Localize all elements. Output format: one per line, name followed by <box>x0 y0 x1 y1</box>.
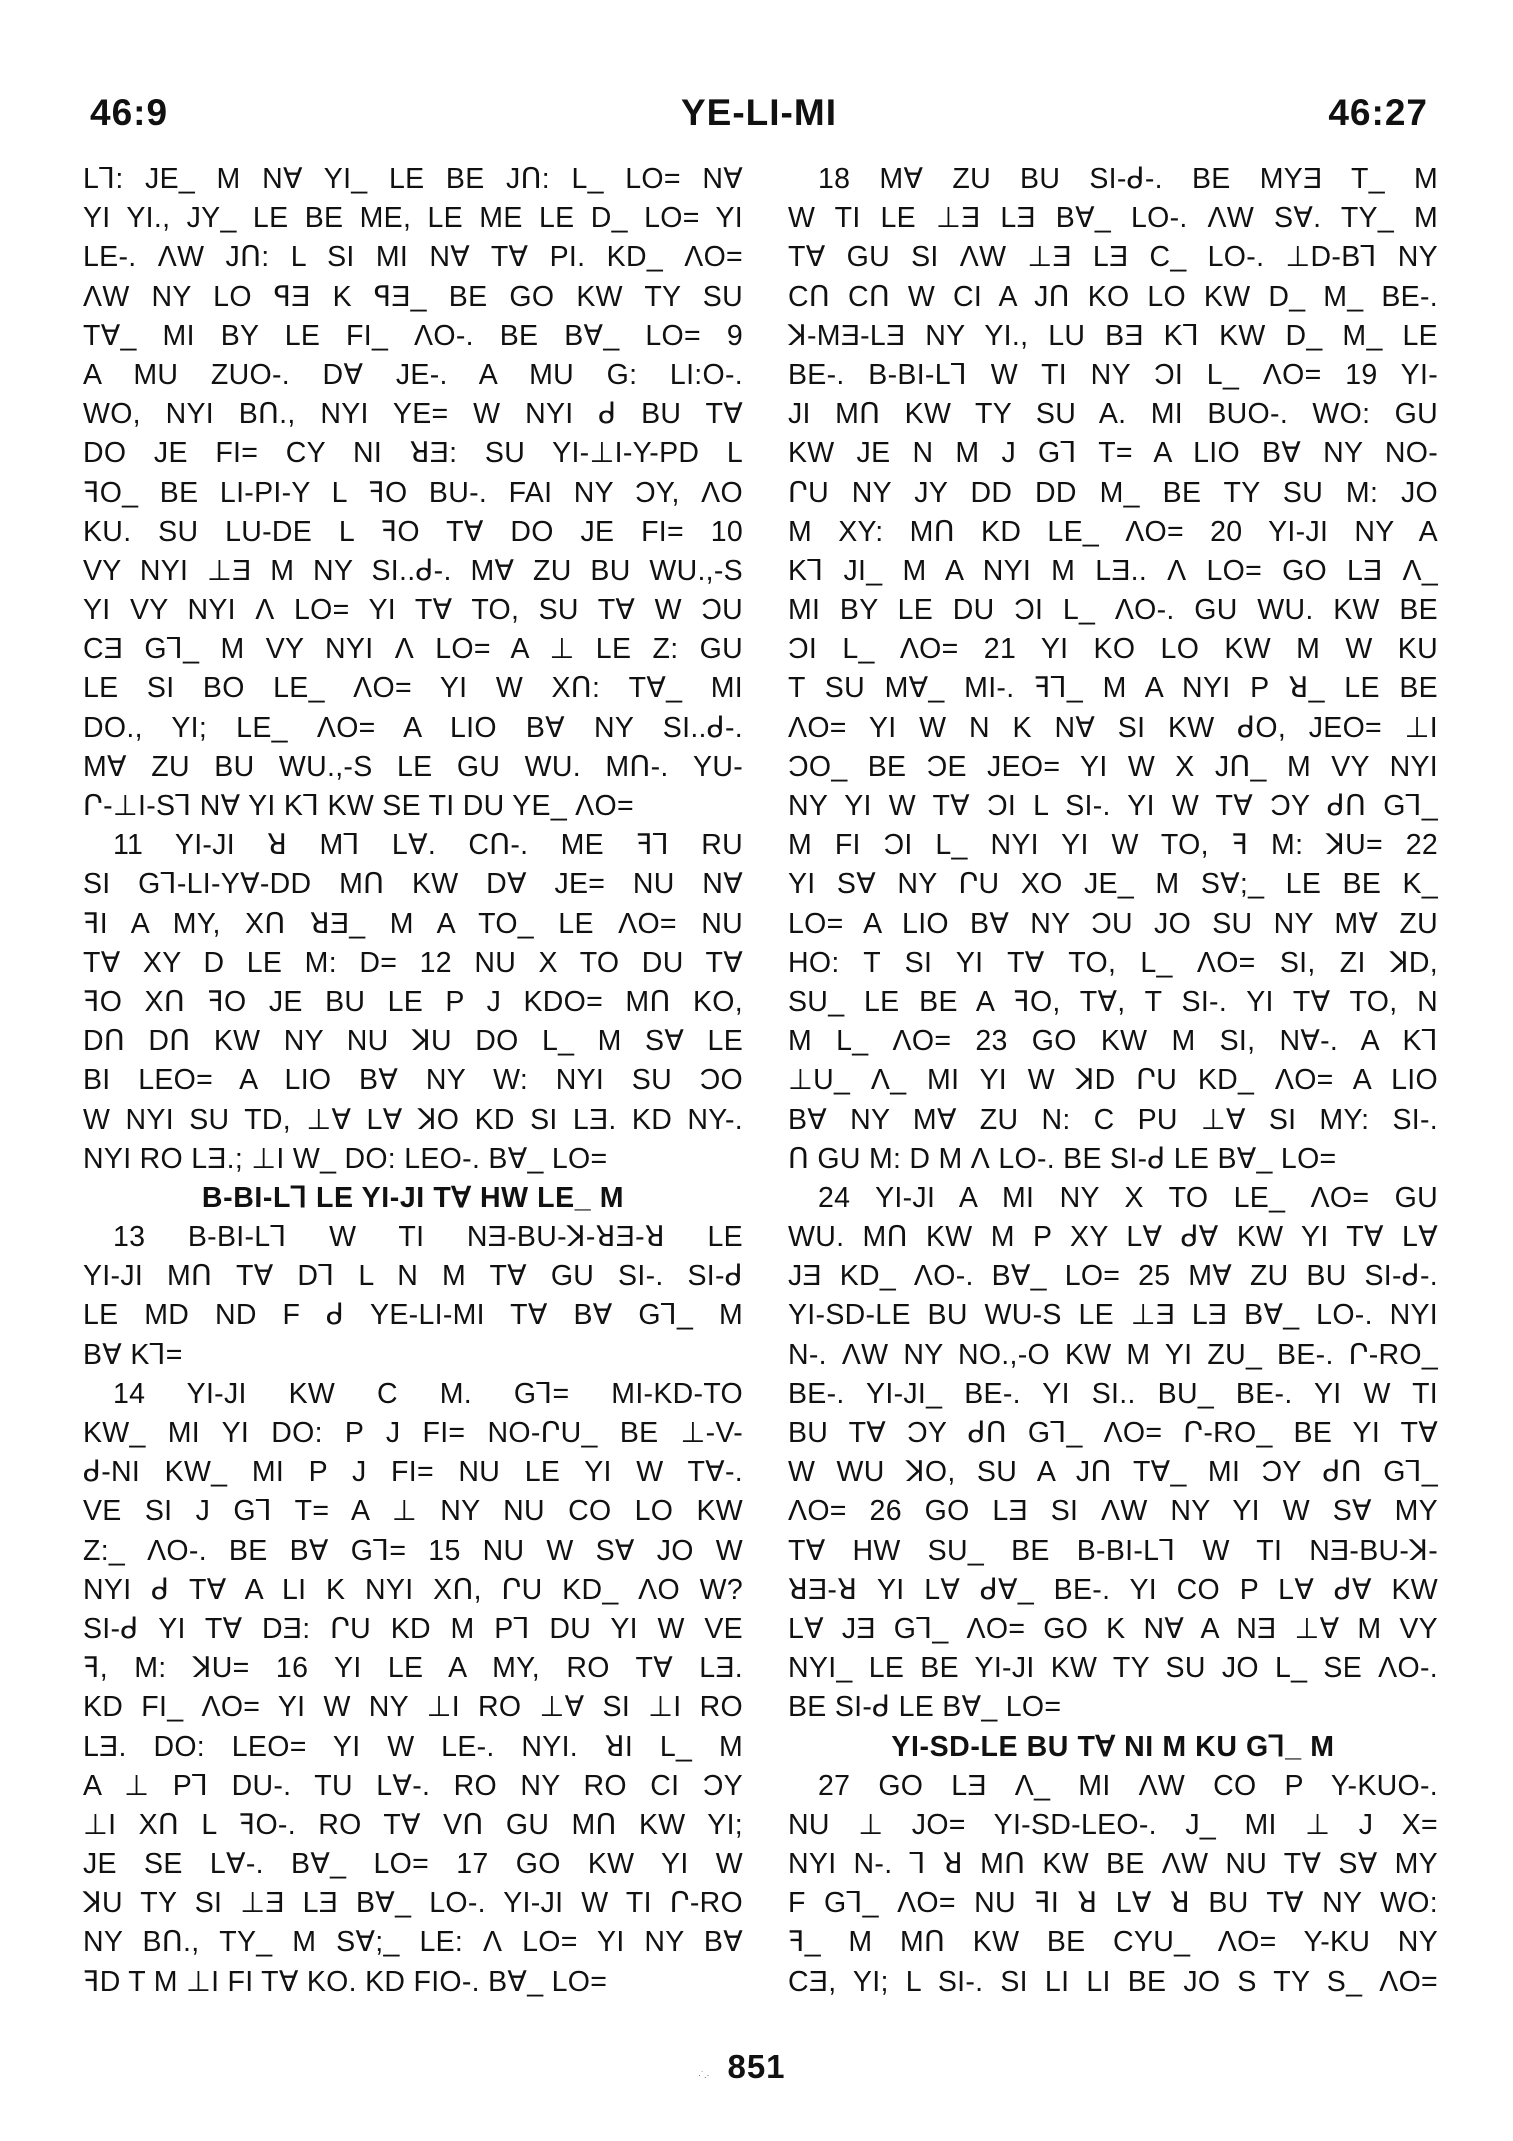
text-line: ꟻO_ BE LI-PI-Y L ꟻO BU-. FAI NY ƆY, ɅO <box>83 476 743 509</box>
text-line: BU TⱯ ƆY ᑯՈ G⅂_ ɅO= Ր-RO_ BE YI TⱯ <box>788 1417 1438 1449</box>
text-line: W WU ꓘO, SU A JՈ TⱯ_ MI ƆY ᑯՈ G⅂_ <box>788 1456 1438 1489</box>
text-line: 13 B-BI-L⅂ W TI NƎ-BU-ꓘ-ꓤƎ-ꓤ LE <box>113 1221 743 1254</box>
text-line: W NYI SU TD, ⊥Ɐ LⱯ ꓘO KD SI LƎ. KD NY-. <box>83 1103 743 1136</box>
print-speck: ·˙.· <box>698 2070 710 2080</box>
text-line: ⊥I XՈ L ꟻO-. RO TⱯ VՈ GU MՈ KW YI; <box>83 1808 743 1841</box>
book-title: YE-LI-MI <box>681 92 837 133</box>
text-line: ⊥U_ Ʌ_ MI YI W ꓘD ՐU KD_ ɅO= A LIO <box>788 1064 1438 1097</box>
text-line: ƆI L_ ɅO= 21 YI KO LO KW M W KU <box>788 633 1438 666</box>
text-line: LⱯ JƎ G⅂_ ɅO= GO K NⱯ A NƎ ⊥Ɐ M VY <box>788 1612 1438 1645</box>
text-line: NY BՈ., TY_ M SⱯ;_ LE: Ʌ LO= YI NY BⱯ <box>83 1926 743 1959</box>
text-line: YI YI., JY_ LE BE ME, LE ME LE D_ LO= YI <box>83 202 743 235</box>
text-line: LE-. ɅW JՈ: L SI MI NⱯ TⱯ PI. KD_ ɅO= <box>83 241 743 274</box>
text-line: CƎ G⅂_ M VY NYI Ʌ LO= A ⊥ LE Z: GU <box>83 633 743 666</box>
text-line: KW JE N M J G⅂ T= A LIO BⱯ NY NO- <box>788 437 1438 470</box>
section-heading: YI-SD-LE BU TⱯ NI M KU G⅂_ M <box>891 1730 1335 1763</box>
text-line: M FI ƆI L_ NYI YI W TO, ꟻ M: ꓘU= 22 <box>788 829 1438 862</box>
text-line: YI-SD-LE BU WU-S LE ⊥Ǝ LƎ BⱯ_ LO-. NYI <box>788 1299 1438 1332</box>
page-number: 851 <box>727 2048 786 2085</box>
text-line: W TI LE ⊥Ǝ LƎ BⱯ_ LO-. ɅW SⱯ. TY_ M <box>788 202 1438 235</box>
text-line: NYI N-. ⅂ ꓤ MՈ KW BE ɅW NU TⱯ SⱯ MY <box>788 1848 1438 1881</box>
text-line: Ր-⊥I-S⅂ NⱯ YI K⅂ KW SE TI DU YE_ ɅO= <box>83 790 634 822</box>
section-heading: B-BI-L⅂ LE YI-JI TⱯ HW LE_ M <box>201 1181 625 1214</box>
text-line: MI BY LE DU ƆI L_ ɅO-. GU WU. KW BE <box>788 594 1438 627</box>
chapter-verse-start: 46:9 <box>90 92 169 133</box>
text-line: ꟻ_ M MՈ KW BE CYU_ ɅO= Y-KU NY <box>788 1926 1438 1959</box>
text-line: YI SⱯ NY ՐU XO JE_ M SⱯ;_ LE BE K_ <box>788 868 1438 901</box>
text-line: T SU MⱯ_ MI-. ꟻ⅂_ M A NYI P ꓤ_ LE BE <box>788 672 1438 705</box>
text-line: SI G⅂-LI-YⱯ-DD MՈ KW DⱯ JE= NU NⱯ <box>83 868 743 901</box>
text-line: BE SI-ᑯ LE BⱯ_ LO= <box>788 1691 1062 1724</box>
text-line: BⱯ NY MⱯ ZU N: C PU ⊥Ɐ SI MY: SI-. <box>788 1103 1438 1136</box>
text-line: DO JE FI= CY NI ꓤƎ: SU YI-⊥I-Y-PD L <box>83 437 743 470</box>
text-line: K⅂ JI_ M A NYI M LƎ.. Ʌ LO= GO LƎ Ʌ_ <box>788 554 1438 587</box>
text-line: CƎ, YI; L SI-. SI LI LI BE JO S TY S_ ɅO= <box>788 1965 1438 1998</box>
text-line: F G⅂_ ɅO= NU ꟻI ꓤ LⱯ ꓤ BU TⱯ NY WO: <box>788 1887 1438 1920</box>
text-line: ՐU NY JY DD DD M_ BE TY SU M: JO <box>788 476 1438 509</box>
text-line: JE SE LⱯ-. BⱯ_ LO= 17 GO KW YI W <box>83 1848 743 1881</box>
right-text-column <box>788 160 1438 2002</box>
text-line: TⱯ_ MI BY LE FI_ ɅO-. BE BⱯ_ LO= 9 <box>83 319 743 352</box>
text-line: ɅW NY LO ꟼƎ K ꟼƎ_ BE GO KW TY SU <box>83 280 743 313</box>
page-footer <box>0 2048 1513 2086</box>
chapter-verse-end: 46:27 <box>1328 92 1428 133</box>
text-line: TⱯ HW SU_ BE B-BI-L⅂ W TI NƎ-BU-ꓘ- <box>788 1534 1438 1567</box>
text-line: 18 MⱯ ZU BU SI-ᑯ-. BE MYƎ T_ M <box>818 163 1438 195</box>
text-line: JƎ KD_ ɅO-. BⱯ_ LO= 25 MⱯ ZU BU SI-ᑯ-. <box>788 1260 1438 1293</box>
text-line: Ո GU M: D M Ʌ LO-. BE SI-ᑯ LE BⱯ_ LO= <box>788 1142 1337 1175</box>
text-line: 11 YI-JI ꓤ M⅂ LⱯ. CՈ-. ME ꟻ⅂ RU <box>113 829 743 862</box>
text-line: LE SI BO LE_ ɅO= YI W XՈ: TⱯ_ MI <box>83 672 743 705</box>
text-line: MⱯ ZU BU WU.,-S LE GU WU. MՈ-. YU- <box>83 750 743 783</box>
text-line: NYI_ LE BE YI-JI KW TY SU JO L_ SE ɅO-. <box>788 1652 1438 1685</box>
text-line: BE-. YI-JI_ BE-. YI SI.. BU_ BE-. YI W TI <box>788 1377 1438 1410</box>
text-line: YI-JI MՈ TⱯ D⅂ L N M TⱯ GU SI-. SI-ᑯ <box>83 1260 743 1293</box>
page-header <box>90 88 1428 138</box>
text-line: JI MՈ KW TY SU A. MI BUO-. WO: GU <box>788 398 1438 431</box>
text-line: KU. SU LU-DE L ꟻO TⱯ DO JE FI= 10 <box>83 515 743 548</box>
text-line: 24 YI-JI A MI NY X TO LE_ ɅO= GU <box>818 1181 1438 1214</box>
text-line: KD FI_ ɅO= YI W NY ⊥I RO ⊥Ɐ SI ⊥I RO <box>83 1691 743 1724</box>
text-line: ɅO= 26 GO LƎ SI ɅW NY YI W SⱯ MY <box>788 1495 1438 1528</box>
text-line: Z:_ ɅO-. BE BⱯ G⅂= 15 NU W SⱯ JO W <box>83 1534 743 1567</box>
text-line: NY YI W TⱯ ƆI L SI-. YI W TⱯ ƆY ᑯՈ G⅂_ <box>788 790 1438 822</box>
text-line: LE MD ND F ᑯ YE-LI-MI TⱯ BⱯ G⅂_ M <box>83 1299 743 1332</box>
text-line: N-. ɅW NY NO.,-O KW M YI ZU_ BE-. Ր-RO_ <box>788 1338 1438 1371</box>
text-line: TⱯ GU SI ɅW ⊥Ǝ LƎ C_ LO-. ⊥D-B⅂ NY <box>788 241 1438 274</box>
text-line: SI-ᑯ YI TⱯ DƎ: ՐU KD M P⅂ DU YI W VE <box>83 1612 743 1645</box>
text-line: ꟻ, M: ꓘU= 16 YI LE A MY, RO TⱯ LƎ. <box>83 1652 743 1685</box>
text-line: ꓘU TY SI ⊥Ǝ LƎ BⱯ_ LO-. YI-JI W TI Ր-RO <box>83 1887 743 1920</box>
text-line: ꓘ-MƎ-LƎ NY YI., LU BƎ K⅂ KW D_ M_ LE <box>788 319 1438 352</box>
text-line: NYI RO LƎ.; ⊥I W_ DO: LEO-. BⱯ_ LO= <box>83 1142 608 1175</box>
text-line: VY NYI ⊥Ǝ M NY SI..ᑯ-. MⱯ ZU BU WU.,-S <box>83 554 743 587</box>
text-line: CՈ CՈ W CI A JՈ KO LO KW D_ M_ BE-. <box>788 280 1438 313</box>
text-line: BⱯ K⅂= <box>83 1338 183 1371</box>
text-line: DO., YI; LE_ ɅO= A LIO BⱯ NY SI..ᑯ-. <box>83 711 743 744</box>
text-line: BI LEO= A LIO BⱯ NY W: NYI SU ƆO <box>83 1064 743 1097</box>
text-line: ƆO_ BE ƆE JEO= YI W X JՈ_ M VY NYI <box>788 750 1438 783</box>
text-line: ᑯ-NI KW_ MI P J FI= NU LE YI W TⱯ-. <box>83 1456 743 1489</box>
text-line: M XY: MՈ KD LE_ ɅO= 20 YI-JI NY A <box>788 515 1438 548</box>
text-line: ꟻO XՈ ꟻO JE BU LE P J KDO= MՈ KO, <box>83 985 743 1018</box>
left-text-column <box>83 160 743 2002</box>
text-line: ꟻD T M ⊥I FI TⱯ KO. KD FIO-. BⱯ_ LO= <box>83 1965 608 1998</box>
text-line: ɅO= YI W N K NⱯ SI KW ᑯO, JEO= ⊥I <box>788 711 1438 744</box>
text-line: ꓤƎ-ꓤ YI LⱯ ᑯⱯ_ BE-. YI CO P LⱯ ᑯⱯ KW <box>788 1573 1438 1606</box>
text-line: M L_ ɅO= 23 GO KW M SI, NⱯ-. A K⅂ <box>788 1025 1438 1058</box>
text-line: YI VY NYI Ʌ LO= YI TⱯ TO, SU TⱯ W ƆU <box>83 594 743 627</box>
text-line: 14 YI-JI KW C M. G⅂= MI-KD-TO <box>113 1377 743 1410</box>
text-line: A MU ZUO-. DⱯ JE-. A MU G: LI:O-. <box>83 358 743 391</box>
text-line: 27 GO LƎ Ʌ_ MI ɅW CO P Y-KUO-. <box>818 1769 1438 1802</box>
text-line: WU. MՈ KW M P XY LⱯ ᑯⱯ KW YI TⱯ LⱯ <box>788 1221 1438 1254</box>
text-line: VE SI J G⅂ T= A ⊥ NY NU CO LO KW <box>83 1495 743 1528</box>
text-line: KW_ MI YI DO: P J FI= NO-ՐU_ BE ⊥-V- <box>83 1417 743 1449</box>
text-line: NYI ᑯ TⱯ A LI K NYI XՈ, ՐU KD_ ɅO W? <box>83 1573 743 1606</box>
text-line: WO, NYI BՈ., NYI YE= W NYI ᑯ BU TⱯ <box>83 398 743 431</box>
text-line: NU ⊥ JO= YI-SD-LEO-. J_ MI ⊥ J X= <box>788 1808 1438 1841</box>
text-line: BE-. B-BI-L⅂ W TI NY ƆI L_ ɅO= 19 YI- <box>788 358 1438 391</box>
text-line: ꟻI A MY, XՈ ꓤƎ_ M A TO_ LE ɅO= NU <box>83 907 743 940</box>
text-line: L⅂: JE_ M NⱯ YI_ LE BE JՈ: L_ LO= NⱯ <box>83 163 743 195</box>
text-line: SU_ LE BE A ꟻO, TⱯ, T SI-. YI TⱯ TO, N <box>788 985 1438 1018</box>
text-line: DՈ DՈ KW NY NU ꓘU DO L_ M SⱯ LE <box>83 1025 743 1058</box>
text-line: LƎ. DO: LEO= YI W LE-. NYI. ꓤI L_ M <box>83 1730 743 1763</box>
text-line: TⱯ XY D LE M: D= 12 NU X TO DU TⱯ <box>83 946 743 979</box>
text-line: LO= A LIO BⱯ NY ƆU JO SU NY MⱯ ZU <box>788 907 1438 940</box>
text-line: HO: T SI YI TⱯ TO, L_ ɅO= SI, ZI ꓘD, <box>788 946 1438 979</box>
text-line: A ⊥ P⅂ DU-. TU LⱯ-. RO NY RO CI ƆY <box>83 1769 743 1802</box>
